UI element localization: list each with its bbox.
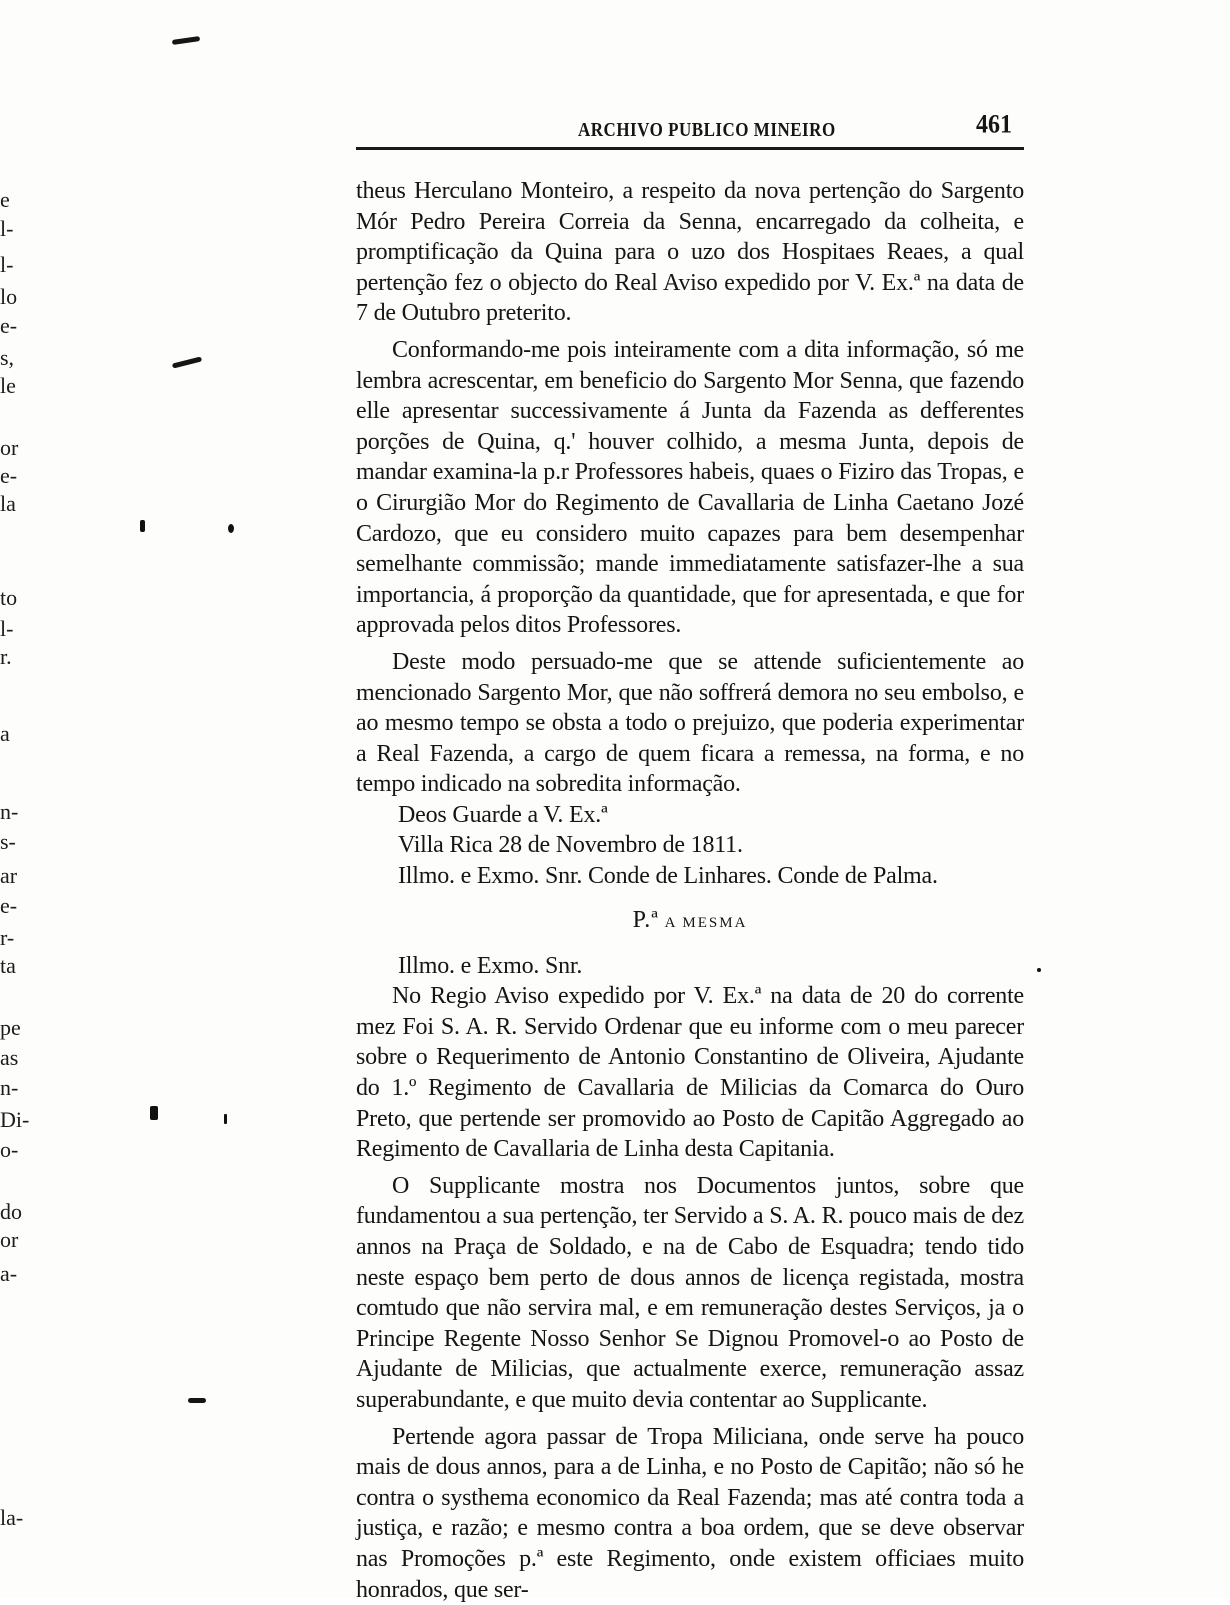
margin-fragment: l-	[0, 216, 14, 241]
margin-fragment: Di-	[0, 1107, 30, 1132]
margin-fragment: o-	[0, 1137, 19, 1162]
ink-mark	[228, 524, 234, 533]
margin-fragment: la	[0, 491, 16, 516]
section-prefix: P.ª	[632, 906, 659, 933]
margin-fragment: pe	[0, 1015, 21, 1040]
margin-fragment: or	[0, 435, 19, 460]
margin-fragment: n-	[0, 1075, 19, 1100]
margin-fragment: e	[0, 187, 10, 212]
margin-fragment: r.	[0, 644, 12, 669]
margin-fragment: to	[0, 585, 18, 610]
ink-mark	[172, 36, 200, 45]
ink-mark	[150, 1106, 158, 1120]
margin-fragment: s,	[0, 345, 15, 370]
paragraph: Conformando-me pois inteiramente com a dita informação, só me lembra acrescentar, em beneficio do Sargento Mor Senna, que fazendo elle apresentar successivamente á Junta da Fazenda as defferentes porções de Quina, q.' houver colhido, a mesma Junta, depois de mandar examina-la p.r Professores habeis, quaes o Fiziro das Tropas, e o Cirurgião Mor do Regimento de Cavallaria de Linha Caetano Jozé Cardozo, que eu considero muito capazes para bem desempenhar semelhante commissão; mande immediatamente satisfazer-lhe a sua importancia, á proporção da quantidade, que for apresentada, e que for approvada pelos ditos Professores.	[356, 336, 1024, 639]
margin-fragment: n-	[0, 799, 19, 824]
margin-fragment: l-	[0, 616, 14, 641]
margin-fragment: s-	[0, 829, 16, 854]
margin-fragment: a-	[0, 1261, 18, 1286]
closing-salutation: Deos Guarde a V. Ex.ª	[398, 801, 608, 828]
paragraph: Pertende agora passar de Tropa Miliciana, onde serve ha pouco mais de dous annos, para a de Linha, e no Posto de Capitão; não só he contra o systhema economico da Real Fazenda; mas até contra toda a justiça, e razão; e mesmo contra a boa ordem, que se deve observar nas Promoções p.ª este Regimento, onde existem officiaes muito honrados, que ser-	[356, 1423, 1024, 1603]
paragraph: Deste modo persuado-me que se attende suficientemente ao mencionado Sargento Mor, que não soffrerá demora no seu embolso, e ao mesmo tempo se obsta a todo o prejuizo, que poderia experimentar a Real Fazenda, a cargo de quem ficara a remessa, na forma, e no tempo indicado na sobredita informação.	[356, 648, 1024, 798]
running-title: ARCHIVO PUBLICO MINEIRO	[578, 118, 836, 141]
margin-fragment: or	[0, 1227, 19, 1252]
closing-place-date: Villa Rica 28 de Novembro de 1811.	[398, 832, 743, 859]
ink-mark	[140, 520, 145, 532]
margin-fragment: la-	[0, 1505, 24, 1530]
margin-fragment: r-	[0, 925, 15, 950]
margin-fragment: lo	[0, 284, 18, 309]
margin-fragment: do	[0, 1199, 22, 1224]
margin-fragment: ar	[0, 863, 18, 888]
section-title: A MESMA	[664, 914, 748, 931]
letter-opening: Illmo. e Exmo. Snr.	[398, 952, 583, 979]
page-number: 461	[976, 110, 1012, 140]
text-column	[356, 176, 1024, 1605]
margin-fragment: ta	[0, 953, 16, 978]
margin-fragment: as	[0, 1045, 19, 1070]
margin-fragment: le	[0, 373, 16, 398]
section-heading	[356, 906, 1024, 937]
closing-addressee: Illmo. e Exmo. Snr. Conde de Linhares. Conde de Palma.	[398, 863, 938, 890]
margin-fragment: a	[0, 721, 10, 746]
paragraph: theus Herculano Monteiro, a respeito da nova pertenção do Sargento Mór Pedro Pereira Correia da Senna, encarregado da colheita, e promptificação da Quina para o uzo dos Hospitaes Reaes, a qual pertenção fez o objecto do Real Aviso expedido por V. Ex.ª na data de 7 de Outubro preterito.	[356, 178, 1024, 327]
ink-mark	[188, 1398, 206, 1403]
ink-mark	[1037, 968, 1041, 972]
ink-mark	[172, 356, 202, 368]
running-header	[356, 112, 1024, 152]
paragraph: O Supplicante mostra nos Documentos juntos, sobre que fundamentou a sua pertenção, ter Servido a S. A. R. pouco mais de dez annos na Praça de Soldado, e na de Cabo de Esquadra; tendo tido neste espaço bem perto de dous annos de licença registada, mostra comtudo que não servira mal, e em remuneração destes Serviços, ja o Principe Regente Nosso Senhor Se Dignou Promovel-o ao Posto de Ajudante de Milicias, que actualmente exerce, remuneração assaz superabundante, e que muito devia contentar ao Supplicante.	[356, 1172, 1024, 1413]
header-rule	[356, 147, 1024, 150]
margin-fragment: e-	[0, 463, 18, 488]
margin-fragment: l-	[0, 252, 14, 277]
paragraph: No Regio Aviso expedido por V. Ex.ª na data de 20 do corrente mez Foi S. A. R. Servido Ordenar que eu informe com o meu parecer sobre o Requerimento de Antonio Constantino de Oliveira, Ajudante do 1.º Regimento de Cavallaria de Milicias da Comarca do Ouro Preto, que pertende ser promovido ao Posto de Capitão Aggregado ao Regimento de Cavallaria de Linha desta Capitania.	[356, 983, 1024, 1163]
ink-mark	[224, 1114, 227, 1124]
margin-fragment: e-	[0, 313, 18, 338]
margin-fragment: e-	[0, 893, 18, 918]
